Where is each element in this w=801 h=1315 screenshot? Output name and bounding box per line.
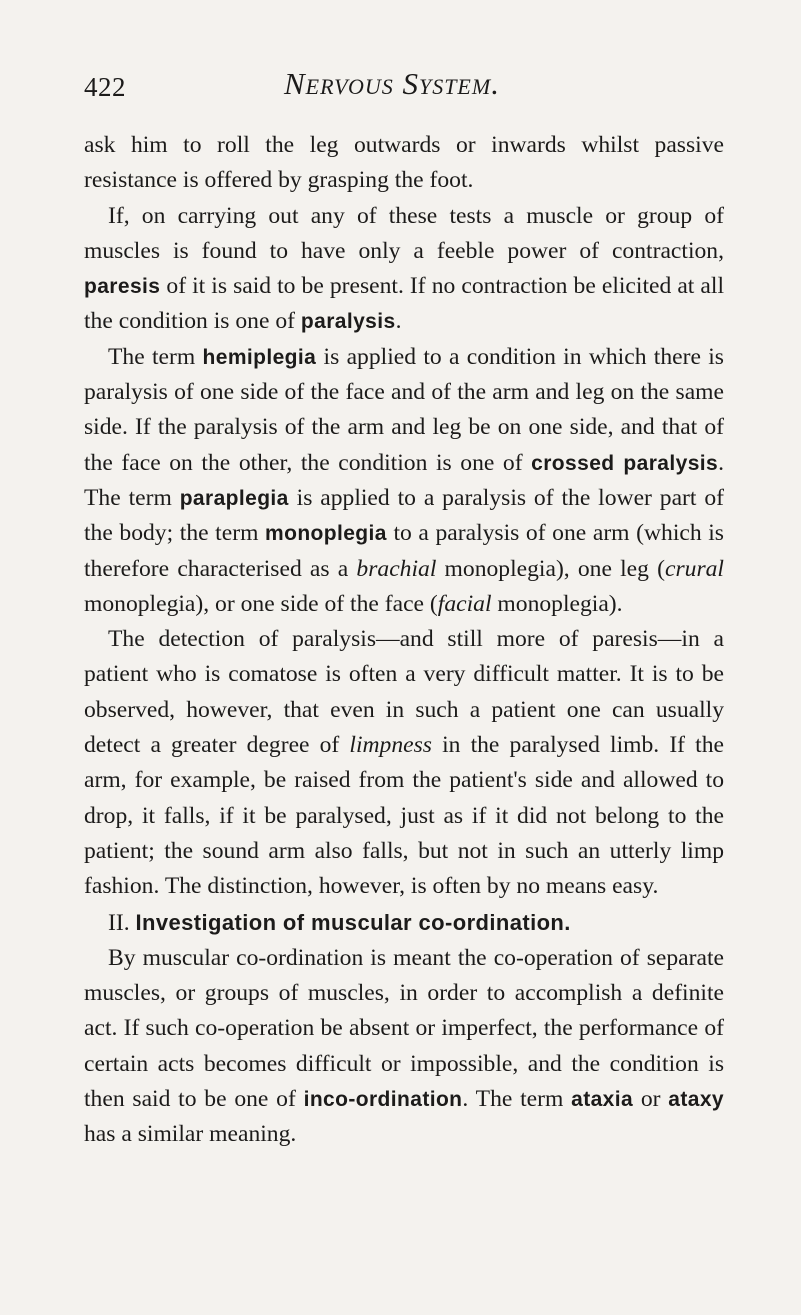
paragraph-paresis — [84, 199, 724, 340]
term-incoordination: inco-ordination — [303, 1088, 463, 1112]
paragraph-text: monoplegia), or one side of the face ( — [84, 590, 438, 617]
paragraph-text: in the paralysed limb. If the arm, for example, be raised from the patient's side and allowed to drop, it falls, if it be paralysed, just as if it did not belong to the patient; the sound arm also falls, but not in such an utterly limp fashion. The distinction, however, is often by no means easy. — [84, 732, 724, 900]
paragraph-text: The term — [108, 343, 203, 370]
emphasis-brachial: brachial — [356, 555, 437, 582]
term-paresis: paresis — [84, 275, 161, 299]
paragraph-text: to a paralysis of one arm (which is therefore characterised as a — [84, 520, 724, 582]
term-ataxy: ataxy — [668, 1088, 724, 1112]
section-number: II. — [108, 909, 130, 936]
paragraph-coordination — [84, 941, 724, 1153]
page-header — [84, 66, 724, 106]
paragraph-text: . The term — [84, 449, 724, 511]
paragraph-text: is applied to a condition in which there is paralysis of one side of the face and of the arm and leg on the same side. If the paralysis of the arm and leg be on one side, and that of the face on the other, the condition is one of — [84, 343, 724, 476]
emphasis-facial: facial — [437, 590, 492, 617]
term-paraplegia: paraplegia — [179, 486, 289, 510]
body-text — [84, 128, 724, 1153]
paragraph-text: monoplegia). — [491, 590, 623, 617]
running-head: Nervous System. — [284, 66, 500, 101]
section-title: Investigation of muscular co-ordination. — [135, 909, 571, 935]
paragraph-text: By muscular co-ordination is meant the co-operation of separate muscles, or groups of muscles, in order to accomplish a definite act. If such co-operation be absent or imperfect, the performance of certain acts becomes difficult or impossible, and the condition is then said to be one of — [84, 944, 724, 1113]
paragraph-text: or — [633, 1086, 669, 1113]
emphasis-limpness: limpness — [349, 732, 432, 759]
paragraph-continuation — [84, 128, 724, 199]
paragraph-text: If, on carrying out any of these tests a muscle or group of muscles is found to have only a feeble power of contraction, — [84, 202, 724, 264]
term-hemiplegia: hemiplegia — [202, 345, 317, 369]
term-paralysis: paralysis — [300, 310, 396, 334]
paragraph-text: ask him to roll the leg outwards or inwards whilst passive resistance is offered by grasping the foot. — [84, 132, 724, 194]
paragraph-text: The detection of paralysis—and still more of paresis—in a patient who is comatose is often a very difficult matter. It is to be observed, however, that even in such a patient one can usually detect a greater degree of — [84, 626, 724, 759]
term-crossed-paralysis: crossed paralysis — [531, 451, 719, 475]
paragraph-text: . The term — [462, 1086, 572, 1113]
paragraph-text: has a similar meaning. — [84, 1121, 297, 1148]
page-number: 422 — [84, 72, 126, 102]
emphasis-crural: crural — [665, 555, 724, 582]
term-ataxia: ataxia — [571, 1088, 634, 1112]
paragraph-hemiplegia — [84, 340, 724, 622]
paragraph-text: . — [395, 308, 402, 335]
paragraph-text: monoplegia), one leg ( — [436, 555, 665, 582]
paragraph-detection — [84, 622, 724, 904]
paragraph-text: is applied to a paralysis of the lower part of the body; the term — [84, 484, 725, 547]
paragraph-text: of it is said to be present. If no contraction be elicited at all the condition is one of — [84, 273, 724, 335]
section-heading — [84, 905, 724, 941]
term-monoplegia: monoplegia — [265, 522, 387, 546]
